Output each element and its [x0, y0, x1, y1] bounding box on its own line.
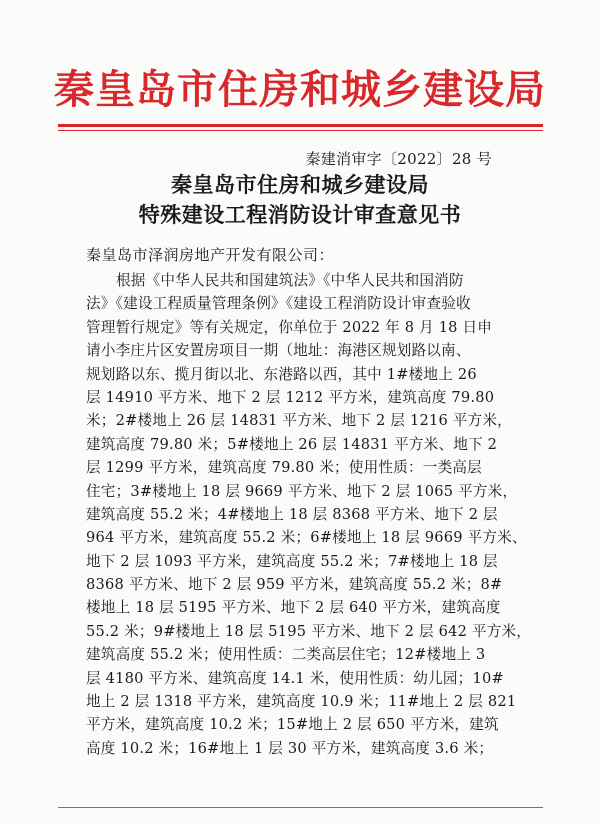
body-line: 住宅；3#楼地上 18 层 9669 平方米、地下 2 层 1065 平方米， — [86, 482, 518, 500]
body-line: 地下 2 层 1093 平方米，建筑高度 55.2 米；7#楼地上 18 层 — [86, 552, 498, 570]
body-line: 平方米，建筑高度 10.2 米；15#地上 2 层 650 平方米，建筑 — [86, 716, 499, 734]
body-line: 964 平方米，建筑高度 55.2 米；6#楼地上 18 层 9669 平方米、 — [86, 529, 527, 547]
body-line: 层 14910 平方米、地下 2 层 1212 平方米，建筑高度 79.80 — [86, 388, 495, 406]
body-line: 地上 2 层 1318 平方米，建筑高度 10.9 米；11#地上 2 层 821 — [86, 693, 517, 711]
agency-header: 秦皇岛市住房和城乡建设局 — [54, 67, 546, 113]
body-line: 55.2 米；9#楼地上 18 层 5195 平方米、地下 2 层 642 平方米， — [86, 622, 532, 640]
header-rule-thick — [58, 124, 543, 127]
body-line: 建筑高度 55.2 米；4#楼地上 18 层 8368 平方米、地下 2 层 — [86, 505, 498, 523]
body-line: 建筑高度 55.2 米；使用性质：二类高层住宅；12#楼地上 3 — [86, 646, 486, 664]
document-title-line-2: 特殊建设工程消防设计审查意见书 — [138, 203, 462, 227]
body-text — [86, 269, 532, 760]
body-line: 高度 10.2 米；16#地上 1 层 30 平方米，建筑高度 3.6 米； — [86, 739, 494, 757]
body-line: 层 4180 平方米、建筑高度 14.1 米，使用性质：幼儿园；10# — [86, 669, 504, 687]
body-line: 8368 平方米、地下 2 层 959 平方米，建筑高度 55.2 米；8# — [86, 576, 503, 594]
body-line: 规划路以东、揽月街以北、东港路以西，其中 1#楼地上 26 — [86, 365, 477, 383]
header-rule-thin — [58, 130, 543, 131]
body-line: 请小李庄片区安置房项目一期（地址：海港区规划路以南、 — [86, 342, 471, 360]
body-line: 根据《中华人民共和国建筑法》《中华人民共和国消防 — [116, 272, 464, 289]
body-line: 层 1299 平方米，建筑高度 79.80 米；使用性质：一类高层 — [86, 459, 482, 477]
addressee: 秦皇岛市泽润房地产开发有限公司： — [86, 246, 335, 264]
page-bottom-rule — [58, 807, 543, 808]
body-line: 楼地上 18 层 5195 平方米、地下 2 层 640 平方米，建筑高度 — [86, 599, 501, 617]
body-line: 法》《建设工程质量管理条例》《建设工程消防设计审查验收 — [86, 295, 471, 313]
body-line: 管理暂行规定》等有关规定，你单位于 2022 年 8 月 18 日申 — [86, 318, 493, 336]
body-line: 建筑高度 79.80 米；5#楼地上 26 层 14831 平方米、地下 2 — [86, 435, 498, 453]
document-title-line-1: 秦皇岛市住房和城乡建设局 — [171, 173, 429, 197]
body-line: 米；2#楼地上 26 层 14831 平方米、地下 2 层 1216 平方米， — [86, 412, 512, 430]
document-number: 秦建消审字〔2022〕28 号 — [305, 150, 492, 168]
